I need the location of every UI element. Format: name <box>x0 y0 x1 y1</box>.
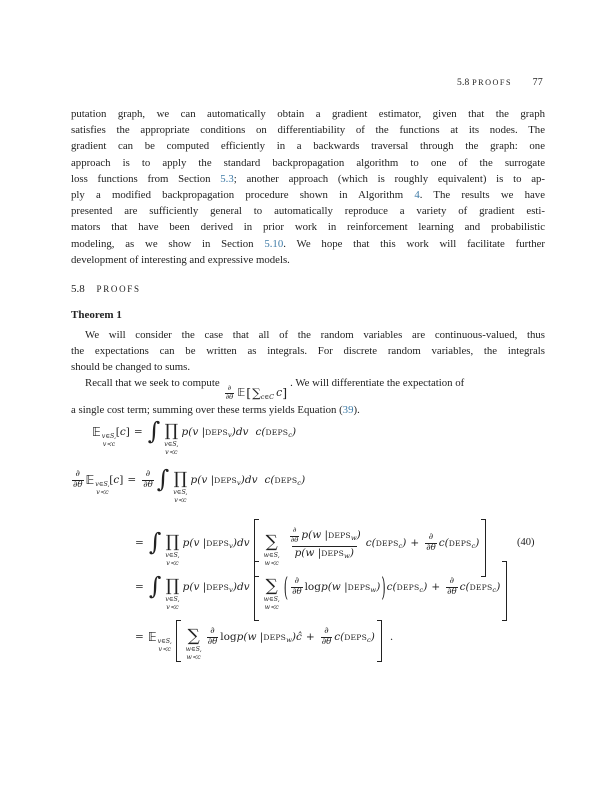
partial-derivative-fraction: ∂ ∂θ <box>447 575 457 597</box>
final-period: . <box>389 631 394 643</box>
partial-derivative-fraction: ∂ ∂θ <box>225 384 234 401</box>
sum-operator: ∑ w∈S, w≺c <box>185 625 202 661</box>
section-number: 5.8 <box>71 283 85 295</box>
section-title: PROOFS <box>96 284 141 294</box>
header-section-number: 5.8 <box>457 78 470 88</box>
product-operator: ∏ v∈S, v≺c <box>165 531 180 567</box>
partial-derivative-fraction: ∂ ∂θ <box>426 531 436 553</box>
log-probability-term: log p(w | DEPS w ) ĉ <box>220 631 302 644</box>
text-line: approach is to apply the standard backpropagation algorithm to one of the surrogate <box>71 156 545 169</box>
body-paragraph <box>71 106 545 268</box>
cross-reference-link[interactable]: 5.3 <box>220 172 234 185</box>
integral-sign: ∫ <box>147 417 161 445</box>
text-line: a single cost term; summing over these terms yields Equation (39). <box>71 403 360 416</box>
product-operator: ∏ v∈S, v≺c <box>165 575 180 611</box>
equation-line-5 <box>135 615 393 659</box>
link-equation-39[interactable]: 39 <box>342 403 354 416</box>
recall-paragraph <box>71 375 545 418</box>
cost-term: c( DEPS c ) <box>365 537 407 550</box>
expectation-symbol: 𝔼 v∈S, v≺c <box>85 473 110 496</box>
cost-term: c( DEPS c ) <box>459 581 501 594</box>
left-square-bracket <box>176 620 181 662</box>
sum-operator: ∑ w∈S, w≺c <box>263 531 280 567</box>
plus-sign: + <box>305 631 315 643</box>
right-parenthesis: ) <box>381 571 386 603</box>
cross-reference-link[interactable]: 5.10 <box>264 237 284 250</box>
equation-line-2: ∂ ∂θ 𝔼 v∈S, v≺c [ c ] = ∂ ∂θ ∫ ∏ v∈S, v≺c p(v | DEPS v )dv c( DEPS c ) <box>73 465 306 504</box>
page-number: 77 <box>532 77 543 88</box>
right-bracket: ] <box>282 385 288 401</box>
integral-sign: ∫ <box>148 572 162 600</box>
partial-derivative-fraction: ∂ ∂θ <box>73 468 83 490</box>
recall-text-pre: Recall that we seek to compute <box>85 377 220 389</box>
text-line: should be changed to sums. <box>71 361 191 374</box>
equals-sign: = <box>127 474 137 486</box>
right-square-bracket <box>502 561 507 621</box>
text-line <box>71 375 545 402</box>
text-line: ply a modified backpropagation procedure shown in Algorithm 4. The results we have <box>71 189 545 202</box>
text-line: We will consider the case that all of the random variables are continuous-valued, thus <box>85 329 545 341</box>
cost-term: c( DEPS c ) <box>386 581 428 594</box>
text-line: putation graph, we can automatically obtain a gradient estimator, given that the graph <box>71 108 545 120</box>
probability-term: p(v | DEPS v )dv <box>190 474 258 487</box>
text-line: presented are sufficiently general to automatically reproduce a variety of gradient esti- <box>71 205 545 218</box>
header-section-title: PROOFS <box>472 78 513 87</box>
text-line: mators that have been derived in prior work in reinforcement learning and probabilistic <box>71 221 545 234</box>
page-header <box>71 77 543 88</box>
theorem-heading: Theorem 1 <box>71 309 122 321</box>
text-line: loss functions from Section 5.3; another approach (which is roughly equivalent) is to ap- <box>71 172 545 185</box>
partial-derivative-fraction: ∂ ∂θ <box>143 468 153 490</box>
plus-sign: + <box>410 537 420 549</box>
equation-line-4 <box>135 557 511 617</box>
text-line: gradient can be computed efficiently in a backwards traversal through the graph: one <box>71 140 545 153</box>
probability-term: p(v | DEPS v )dv <box>181 426 249 439</box>
partial-derivative-fraction: ∂ ∂θ <box>292 575 302 597</box>
left-bracket: [ <box>246 385 252 401</box>
expectation-symbol: 𝔼 v∈S, v≺c <box>92 425 117 448</box>
equals-sign: = <box>135 537 144 549</box>
sum-symbol: ∑ <box>252 386 261 401</box>
cost-hat-symbol: ĉ <box>296 631 302 643</box>
equation-line-1: 𝔼 v∈S, v≺c [ c ] = ∫ ∏ v∈S, v≺c p(v | DEPS v )dv c( DEPS c ) <box>92 417 297 456</box>
cost-term: c( DEPS c ) <box>334 631 375 644</box>
partial-derivative-fraction: ∂ ∂θ <box>321 625 332 647</box>
equation-number: (40) <box>517 537 535 548</box>
cost-term: c( DEPS c ) <box>255 426 297 439</box>
probability-term: p(v | DEPS v )dv <box>182 581 250 594</box>
integral-sign: ∫ <box>156 465 170 493</box>
sum-operator: ∑ w∈S, w≺c <box>263 575 280 611</box>
text-line: development of interesting and expressive models. <box>71 253 290 266</box>
recall-text-post: . We will differentiate the expectation of <box>290 377 465 389</box>
inline-math-expectation: ∂ ∂θ 𝔼 [ ∑ c∈C c ] <box>225 384 288 401</box>
section-heading <box>71 283 141 295</box>
left-square-bracket <box>254 561 259 621</box>
equals-sign: = <box>135 631 144 643</box>
text-line: the expectations can be written as integrals. For discrete random variables, the integrals <box>71 345 545 358</box>
equals-sign: = <box>135 581 144 593</box>
probability-term: p(v | DEPS v )dv <box>182 537 250 550</box>
integral-sign: ∫ <box>148 528 162 556</box>
cross-reference-link[interactable]: 4 <box>414 189 420 202</box>
left-parenthesis: ( <box>283 571 289 603</box>
expectation-symbol: 𝔼 <box>237 386 246 400</box>
text-line: satisfies the appropriate conditions on differentiability of the functions at its nodes. The <box>71 124 545 137</box>
partial-derivative-fraction: ∂ ∂θ <box>207 625 218 647</box>
theorem-paragraph <box>71 327 545 376</box>
text-line: modeling, as we show in Section 5.10. We hope that this work will facilitate further <box>71 237 545 250</box>
product-operator: ∏ v∈S, v≺c <box>173 468 188 504</box>
right-square-bracket <box>377 620 382 662</box>
plus-sign: + <box>431 581 441 593</box>
log-probability-term: log p(w | DEPS w ) <box>304 581 381 594</box>
expectation-symbol: 𝔼 v∈S, v≺c <box>147 630 172 653</box>
cost-term: c( DEPS c ) <box>438 537 480 550</box>
likelihood-ratio-fraction: ∂ ∂θ p(w | DEPS w ) p(w | DEPS w ) <box>290 526 361 560</box>
product-operator: ∏ v∈S, v≺c <box>164 420 179 456</box>
cost-term: c( DEPS c ) <box>264 474 306 487</box>
equals-sign: = <box>133 426 143 438</box>
